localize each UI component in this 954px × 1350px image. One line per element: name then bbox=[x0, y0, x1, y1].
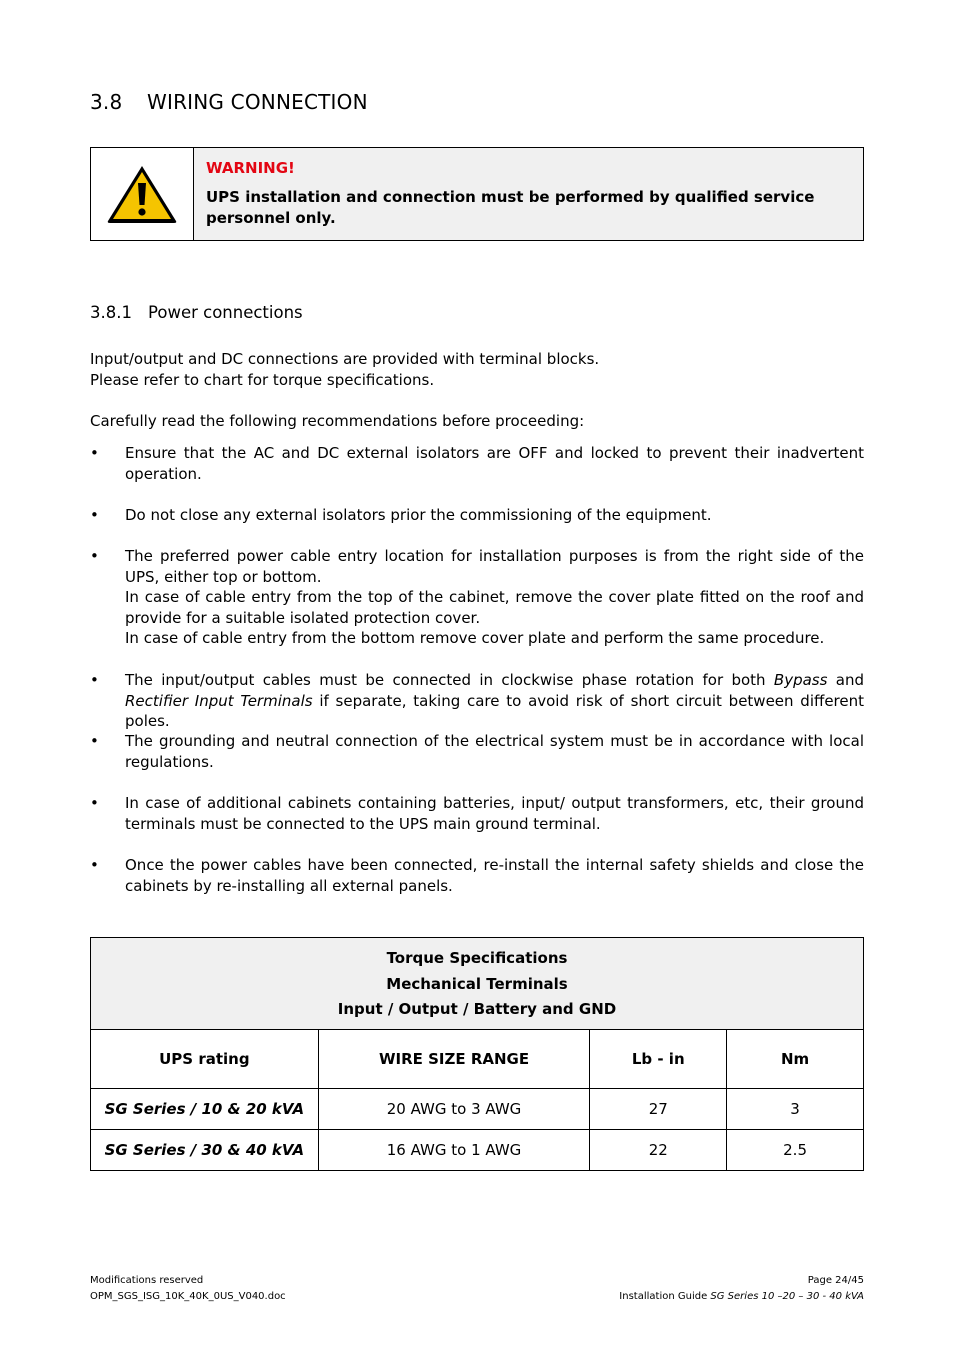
text-span: and bbox=[827, 671, 865, 689]
italic-term-rectifier: Rectifier Input Terminals bbox=[125, 691, 313, 710]
list-item-text bbox=[125, 546, 864, 649]
warning-box bbox=[90, 147, 864, 241]
table-title-cell bbox=[91, 938, 864, 1030]
footer-modifications: Modifications reserved bbox=[90, 1275, 204, 1286]
list-item bbox=[90, 670, 864, 732]
warning-title: WARNING! bbox=[206, 159, 295, 177]
warning-message: UPS installation and connection must be performed by qualified service personnel only. bbox=[206, 188, 815, 227]
table-cell-wire-size: 20 AWG to 3 AWG bbox=[318, 1089, 590, 1130]
subsection-number: 3.8.1 bbox=[90, 303, 132, 322]
bullet-symbol: • bbox=[90, 794, 99, 812]
table-cell-rating: SG Series / 10 & 20 kVA bbox=[91, 1089, 319, 1130]
footer-filename: OPM_SGS_ISG_10K_40K_0US_V040.doc bbox=[90, 1291, 286, 1302]
intro-instruction: Carefully read the following recommendations before proceeding: bbox=[90, 412, 585, 430]
section-title: WIRING CONNECTION bbox=[147, 90, 368, 114]
table-cell-lb-in: 22 bbox=[590, 1130, 727, 1171]
table-cell-rating: SG Series / 30 & 40 kVA bbox=[91, 1130, 319, 1171]
table-row bbox=[91, 1089, 864, 1130]
list-item-line: The preferred power cable entry location for installation purposes is from the right side of the UPS, either top or bottom. bbox=[125, 547, 864, 586]
bullet-symbol: • bbox=[90, 444, 99, 462]
list-item-text: The grounding and neutral connection of the electrical system must be in accordance with local regulations. bbox=[125, 732, 864, 771]
intro-line: Please refer to chart for torque specifications. bbox=[90, 371, 435, 389]
list-item bbox=[90, 505, 864, 526]
table-title: Torque Specifications bbox=[386, 949, 568, 968]
table-header-row bbox=[91, 1030, 864, 1089]
bullet-symbol: • bbox=[90, 547, 99, 565]
table-cell-lb-in: 27 bbox=[590, 1089, 727, 1130]
italic-term-bypass: Bypass bbox=[773, 671, 828, 689]
list-item bbox=[90, 731, 864, 772]
column-header-nm: Nm bbox=[727, 1030, 864, 1089]
table-row bbox=[91, 1130, 864, 1171]
bullet-symbol: • bbox=[90, 671, 99, 689]
text-span: if separate, taking care to avoid risk of short circuit between different poles. bbox=[125, 691, 865, 731]
warning-triangle-icon bbox=[105, 163, 179, 225]
list-item bbox=[90, 443, 864, 484]
section-heading bbox=[90, 90, 368, 114]
intro-paragraph bbox=[90, 349, 864, 391]
list-item bbox=[90, 546, 864, 649]
page-number: Page 24/45 bbox=[807, 1275, 864, 1286]
section-number: 3.8 bbox=[90, 90, 123, 114]
footer-guide bbox=[619, 1289, 864, 1305]
list-item-line: In case of cable entry from the top of the cabinet, remove the cover plate fitted on the roof and provide for a suitable isolated protection cover. bbox=[125, 588, 864, 627]
subsection-title: Power connections bbox=[148, 303, 303, 322]
bullet-symbol: • bbox=[90, 506, 99, 524]
footer-guide-prefix: Installation Guide bbox=[619, 1291, 711, 1302]
bullet-symbol: • bbox=[90, 732, 99, 750]
table-subtitle: Input / Output / Battery and GND bbox=[337, 1000, 617, 1019]
table-cell-nm: 3 bbox=[727, 1089, 864, 1130]
list-item bbox=[90, 855, 864, 896]
list-item-text: Ensure that the AC and DC external isolators are OFF and locked to prevent their inadvertent operation. bbox=[125, 444, 864, 483]
table-subtitle: Mechanical Terminals bbox=[386, 974, 568, 993]
table-cell-nm: 2.5 bbox=[727, 1130, 864, 1171]
subsection-heading bbox=[90, 303, 303, 322]
list-item bbox=[90, 793, 864, 834]
column-header-lb-in: Lb - in bbox=[590, 1030, 727, 1089]
bullet-symbol: • bbox=[90, 856, 99, 874]
list-item-text: Once the power cables have been connected, re-install the internal safety shields and close the cabinets by re-installing all external panels. bbox=[125, 856, 864, 895]
footer-right bbox=[619, 1273, 864, 1305]
column-header-ups-rating: UPS rating bbox=[91, 1030, 319, 1089]
warning-icon-cell bbox=[91, 148, 194, 240]
torque-specifications-table bbox=[90, 937, 864, 1171]
list-item-text bbox=[125, 670, 864, 732]
column-header-wire-size: WIRE SIZE RANGE bbox=[318, 1030, 590, 1089]
list-item-text: Do not close any external isolators prior the commissioning of the equipment. bbox=[125, 506, 712, 524]
footer-guide-series: SG Series 10 –20 – 30 - 40 kVA bbox=[710, 1291, 864, 1302]
list-item-text: In case of additional cabinets containing batteries, input/ output transformers, etc, their ground terminals must be connected to the UPS main ground terminal. bbox=[125, 794, 864, 833]
intro-line: Input/output and DC connections are provided with terminal blocks. bbox=[90, 350, 600, 368]
table-cell-wire-size: 16 AWG to 1 AWG bbox=[318, 1130, 590, 1171]
warning-text-cell bbox=[194, 148, 863, 240]
list-item-line: In case of cable entry from the bottom remove cover plate and perform the same procedure. bbox=[125, 629, 825, 648]
footer-left bbox=[90, 1273, 286, 1305]
text-span: The input/output cables must be connected in clockwise phase rotation for both bbox=[125, 671, 774, 689]
